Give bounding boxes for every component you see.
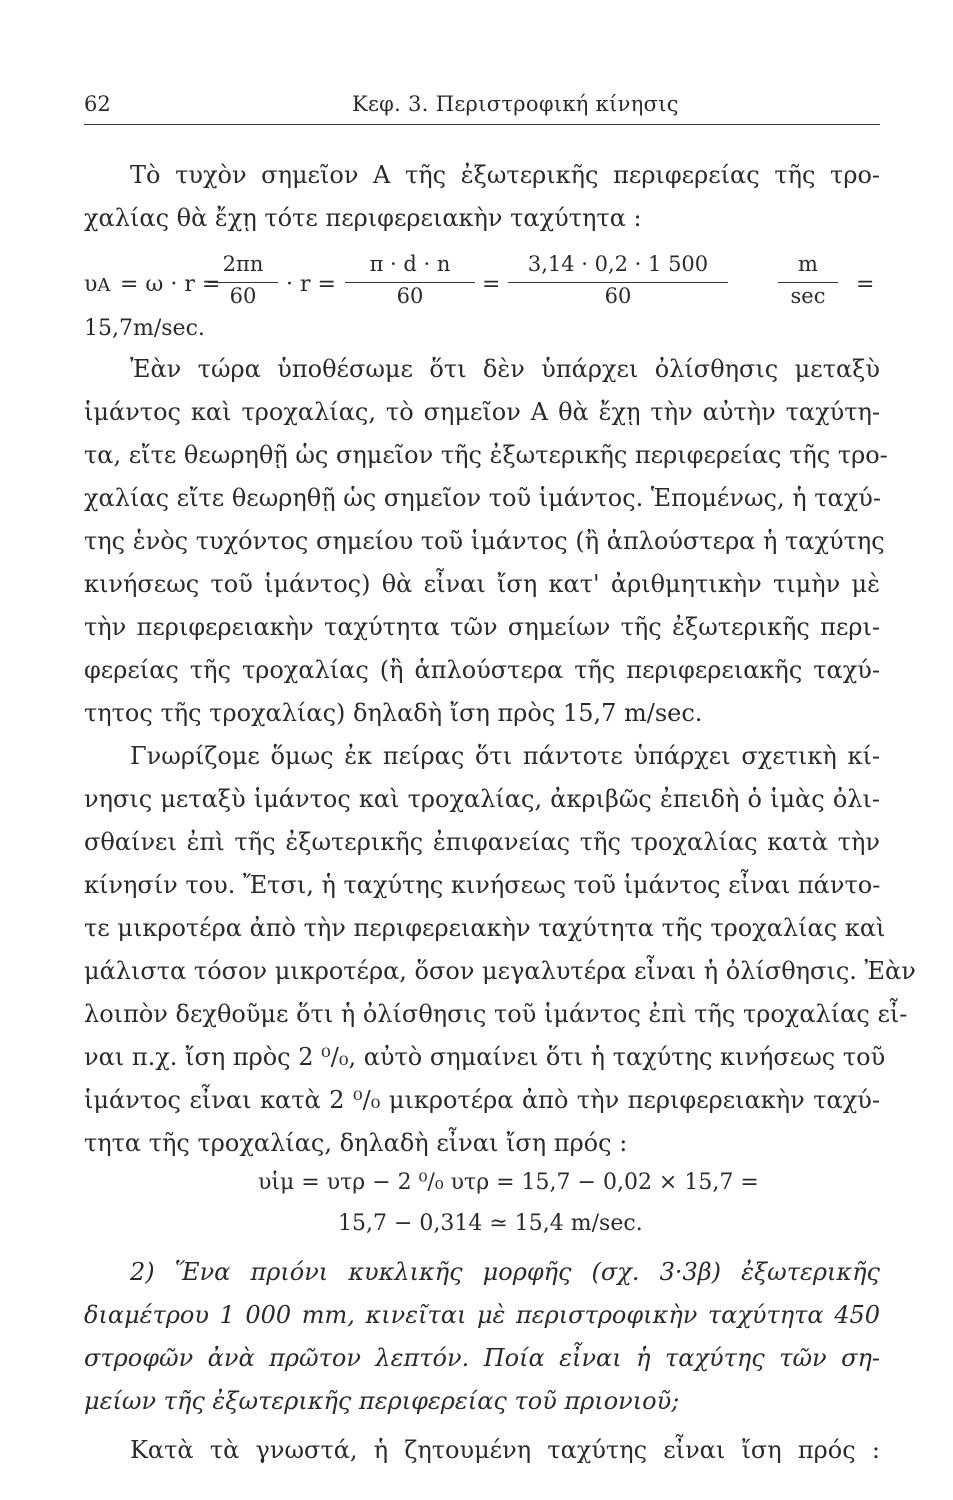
fraction-numerator: m	[798, 252, 818, 276]
fraction-denominator: 60	[396, 284, 424, 308]
formula-mid: · r =	[286, 272, 336, 297]
chapter-title: Κεφ. 3. Περιστροφική κίνησις	[352, 92, 679, 116]
problem-2-line: διαμέτρου 1 000 mm, κινεῖται μὲ περιστροφικὴν ταχύτητα 450	[84, 1301, 880, 1329]
paragraph-3-line: κίνησίν του. Ἔτσι, ἡ ταχύτης κινήσεως τοῦ ἱμάντος εἶναι πάντο-	[84, 871, 881, 899]
paragraph-2-line: τα, εἴτε θεωρηθῇ ὡς σημεῖον τῆς ἐξωτερικῆς περιφερείας τῆς τρο-	[84, 441, 888, 469]
paragraph-3-line: τε μικροτέρα ἀπὸ τὴν περιφερειακὴν ταχύτητα τῆς τροχαλίας καὶ	[84, 914, 886, 942]
paragraph-3-line: μάλιστα τόσον μικροτέρα, ὅσον μεγαλυτέρα εἶναι ἡ ὀλίσθησις. Ἐὰν	[84, 957, 916, 985]
formula-lhs: υA	[84, 272, 111, 297]
page-number: 62	[84, 92, 111, 116]
fraction-numerator: 2πn	[222, 252, 264, 276]
fraction-units	[778, 252, 838, 308]
paragraph-3-line: νησις μεταξὺ ἱμάντος καὶ τροχαλίας, ἀκριβῶς ἐπειδὴ ὁ ἱμὰς ὀλι-	[84, 785, 880, 813]
problem-2-line: μείων τῆς ἐξωτερικῆς περιφερείας τοῦ πριονιοῦ;	[84, 1387, 680, 1415]
paragraph-3-line: τητα τῆς τροχαλίας, δηλαδὴ εἶναι ἴση πρός :	[84, 1129, 628, 1157]
fraction-2	[345, 252, 475, 308]
paragraph-2-line: κινήσεως τοῦ ἱμάντος) θὰ εἶναι ἴση κατ' ἀριθμητικὴν τιμὴν μὲ	[84, 570, 880, 598]
fraction-numerator: 3,14 · 0,2 · 1 500	[527, 252, 709, 276]
paragraph-1-line: Τὸ τυχὸν σημεῖον Α τῆς ἐξωτερικῆς περιφερείας τῆς τρο-	[130, 161, 880, 189]
paragraph-2-line: τὴν περιφερειακὴν ταχύτητα τῶν σημείων τῆς ἐξωτερικῆς περι-	[84, 613, 880, 641]
problem-2-line: 2) Ἕνα πριόνι κυκλικῆς μορφῆς (σχ. 3·3β) ἐξωτερικῆς	[130, 1258, 880, 1286]
header-rule	[84, 124, 880, 125]
paragraph-2-line: της ἑνὸς τυχόντος σημείου τοῦ ἱμάντος (ἢ ἁπλούστερα ἡ ταχύτης	[84, 527, 885, 555]
page-header	[84, 92, 880, 122]
slip-formula-line-1: υἱμ = υτρ − 2 ⁰/₀ υτρ = 15,7 − 0,02 × 15,7 =	[258, 1170, 759, 1195]
paragraph-3-line: Γνωρίζομε ὅμως ἐκ πείρας ὅτι πάντοτε ὑπάρχει σχετικὴ κί-	[130, 742, 880, 770]
paragraph-2-line: χαλίας εἴτε θεωρηθῇ ὡς σημεῖον τοῦ ἱμάντος. Ἑπομένως, ἡ ταχύ-	[84, 484, 881, 512]
paragraph-2-line: Ἐὰν τώρα ὑποθέσωμε ὅτι δὲν ὑπάρχει ὀλίσθησις μεταξὺ	[130, 355, 880, 383]
formula-result: 15,7m/sec.	[84, 316, 205, 341]
paragraph-2-line: τητος τῆς τροχαλίας) δηλαδὴ ἴση πρὸς 15,7 m/sec.	[84, 699, 703, 727]
fraction-denominator: 60	[604, 284, 632, 308]
problem-2-line: στροφῶν ἀνὰ πρῶτον λεπτόν. Ποία εἶναι ἡ ταχύτης τῶν ση-	[84, 1344, 880, 1372]
formula-tail: =	[856, 272, 875, 297]
paragraph-2-line: ἱμάντος καὶ τροχαλίας, τὸ σημεῖον Α θὰ ἔχῃ τὴν αὐτὴν ταχύτη-	[84, 398, 880, 426]
paragraph-3-line: λοιπὸν δεχθοῦμε ὅτι ἡ ὀλίσθησις τοῦ ἱμάντος ἐπὶ τῆς τροχαλίας εἶ-	[84, 1000, 908, 1028]
paragraph-1-line: χαλίας θὰ ἔχῃ τότε περιφερειακὴν ταχύτητα :	[84, 204, 642, 232]
document-page: 62 Κεφ. 3. Περιστροφική κίνησις Τὸ τυχὸν σημεῖον Α τῆς ἐξωτερικῆς περιφερείας τῆς τρο- χαλίας θὰ ἔχῃ τότε περιφερειακὴν ταχύτητα : υA = ω · r = 2πn 60 · r = π · d · n 60 = 3,14 · 0,2 · 1 500 60 m sec = 15,7m/sec. Ἐὰν τώρα ὑποθέσωμε ὅτι δὲν ὑπάρχει ὀλίσθησις μεταξὺ ἱμάντος καὶ τροχαλίας, τὸ σημεῖον Α θὰ ἔχῃ τὴν αὐτὴν ταχύτη- τα, εἴτε θεωρηθῇ ὡς σημεῖον τῆς ἐξωτερικῆς περιφερείας τῆς τρο- χαλίας εἴτε θεωρηθῇ ὡς σημεῖον τοῦ ἱμάντος. Ἑπομένως, ἡ ταχύ- της ἑνὸς τυχόντος σημείου τοῦ ἱμάντος (ἢ ἁπλούστερα ἡ ταχύτης κινήσεως τοῦ ἱμάντος) θὰ εἶναι ἴση κατ' ἀριθμητικὴν τιμὴν μὲ τὴν περιφερειακὴν ταχύτητα τῶν σημείων τῆς ἐξωτερικῆς περι- φερείας τῆς τροχαλίας (ἢ ἁπλούστερα τῆς περιφερειακῆς ταχύ- τητος τῆς τροχαλίας) δηλαδὴ ἴση πρὸς 15,7 m/sec. Γνωρίζομε ὅμως ἐκ πείρας ὅτι πάντοτε ὑπάρχει σχετικὴ κί- νησις μεταξὺ ἱμάντος καὶ τροχαλίας, ἀκριβῶς ἐπειδὴ ὁ ἱμὰς ὀλι- σθαίνει ἐπὶ τῆς ἐξωτερικῆς ἐπιφανείας τῆς τροχαλίας κατὰ τὴν κίνησίν του. Ἔτσι, ἡ ταχύτης κινήσεως τοῦ ἱμάντος εἶναι πάντο- τε μικροτέρα ἀπὸ τὴν περιφερειακὴν ταχύτητα τῆς τροχαλίας καὶ μάλιστα τόσον μικροτέρα, ὅσον μεγαλυτέρα εἶναι ἡ ὀλίσθησις. Ἐὰν λοιπὸν δεχθοῦμε ὅτι ἡ ὀλίσθησις τοῦ ἱμάντος ἐπὶ τῆς τροχαλίας εἶ- ναι π.χ. ἴση πρὸς 2 ⁰/₀, αὐτὸ σημαίνει ὅτι ἡ ταχύτης κινήσεως τοῦ ἱμάντος εἶναι κατὰ 2 ⁰/₀ μικροτέρα ἀπὸ τὴν περιφερειακὴν ταχύ- τητα τῆς τροχαλίας, δηλαδὴ εἶναι ἴση πρός : υἱμ = υτρ − 2 ⁰/₀ υτρ = 15,7 − 0,02 × 15,7 = 15,7 − 0,314 ≃ 15,4 m/sec. 2) Ἕνα πριόνι κυκλικῆς μορφῆς (σχ. 3·3β) ἐξωτερικῆς διαμέτρου 1 000 mm, κινεῖται μὲ περιστροφικὴν ταχύτητα 450 στροφῶν ἀνὰ πρῶτον λεπτόν. Ποία εἶναι ἡ ταχύτης τῶν ση- μείων τῆς ἐξωτερικῆς περιφερείας τοῦ πριονιοῦ; Κατὰ τὰ γνωστά, ἡ ζητουμένη ταχύτης εἶναι ἴση πρός :	[84, 92, 916, 1464]
fraction-numerator: π · d · n	[369, 252, 451, 276]
fraction-denominator: sec	[790, 284, 826, 308]
paragraph-2-line: φερείας τῆς τροχαλίας (ἢ ἁπλούστερα τῆς περιφερειακῆς ταχύ-	[84, 656, 880, 684]
fraction-1	[208, 252, 278, 308]
closing-line: Κατὰ τὰ γνωστά, ἡ ζητουμένη ταχύτης εἶναι ἴση πρός :	[130, 1436, 880, 1464]
paragraph-3-line: ἱμάντος εἶναι κατὰ 2 ⁰/₀ μικροτέρα ἀπὸ τὴν περιφερειακὴν ταχύ-	[84, 1086, 880, 1114]
slip-formula-line-2: 15,7 − 0,314 ≃ 15,4 m/sec.	[338, 1211, 643, 1236]
paragraph-3-line: σθαίνει ἐπὶ τῆς ἐξωτερικῆς ἐπιφανείας τῆς τροχαλίας κατὰ τὴν	[84, 828, 880, 856]
fraction-3	[508, 252, 728, 308]
formula-equals: = ω · r =	[120, 272, 221, 297]
fraction-denominator: 60	[229, 284, 257, 308]
paragraph-3-line: ναι π.χ. ἴση πρὸς 2 ⁰/₀, αὐτὸ σημαίνει ὅτι ἡ ταχύτης κινήσεως τοῦ	[84, 1043, 886, 1071]
